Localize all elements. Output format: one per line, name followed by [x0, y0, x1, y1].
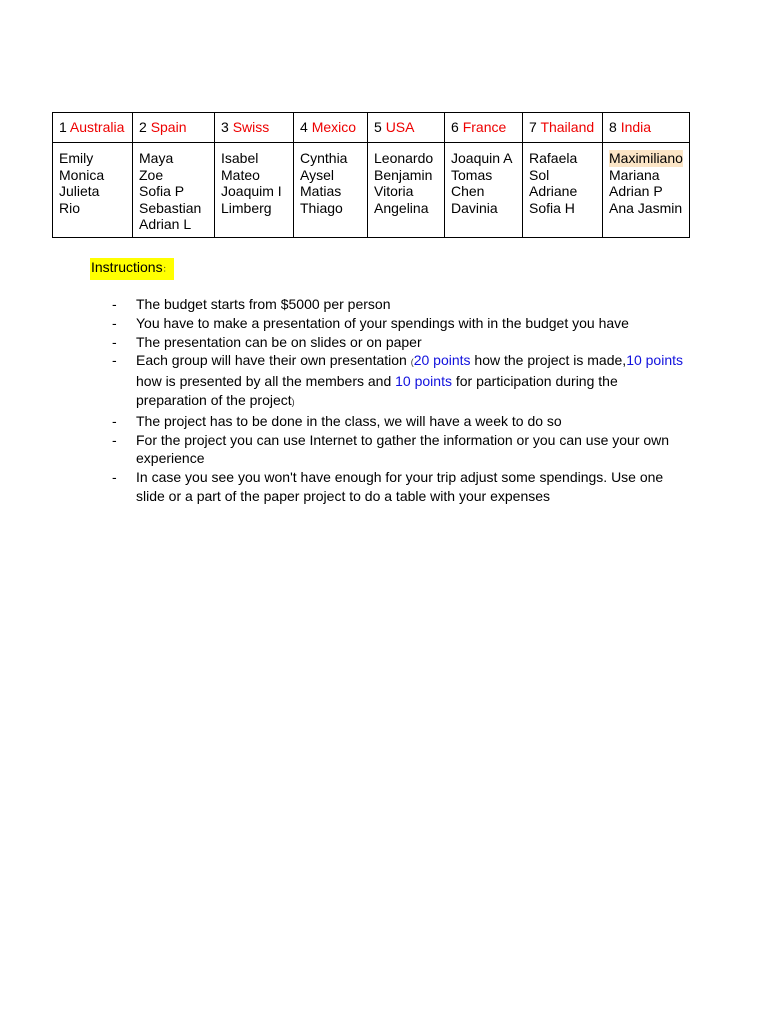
group-members	[215, 143, 294, 238]
instruction-text: The project has to be done in the class, we will have a week to do so	[136, 412, 562, 429]
group-header	[294, 113, 368, 143]
member-name: Ana Jasmin	[609, 199, 683, 216]
member-name: Joaquin A	[451, 150, 513, 166]
member-name: Isabel	[221, 150, 259, 166]
member-name: Julieta	[59, 183, 100, 199]
group-country: Swiss	[232, 119, 270, 135]
instruction-text: For the project you can use Internet to gather the information or you can use your own experience	[136, 431, 670, 467]
group-header	[523, 113, 603, 143]
group-country: USA	[385, 119, 415, 135]
instruction-item	[112, 431, 692, 469]
group-members	[53, 143, 133, 238]
group-number: 1	[59, 119, 67, 135]
instructions-label: Instructions	[91, 259, 163, 275]
group-header	[603, 113, 690, 143]
groups-table	[52, 112, 690, 238]
member-name: Tomas	[451, 166, 493, 183]
instruction-text: The budget starts from $5000 per person	[136, 296, 391, 312]
member-name: Emily	[59, 150, 94, 166]
instruction-item	[112, 468, 692, 506]
member-name: Rio	[59, 199, 81, 216]
group-header	[133, 113, 215, 143]
instruction-item	[112, 333, 692, 352]
instructions-colon: ：	[162, 264, 172, 274]
group-number: 8	[609, 119, 617, 135]
member-name: Matias	[300, 183, 342, 199]
member-name: Angelina	[374, 199, 429, 216]
table-members-row	[53, 143, 690, 238]
bullet-dash: -	[112, 296, 117, 312]
member-name: Sol	[529, 166, 550, 183]
instruction-item	[112, 412, 692, 431]
instructions-list	[112, 295, 692, 506]
instruction-text: how is presented by all the members and	[136, 373, 396, 390]
group-number: 5	[374, 119, 382, 135]
group-country: Mexico	[311, 119, 357, 135]
group-country: India	[620, 119, 652, 135]
member-name: Sofia P	[139, 183, 185, 199]
member-name: Adrian P	[609, 183, 663, 199]
group-number: 4	[300, 119, 308, 135]
group-country: Thailand	[540, 119, 595, 135]
bullet-dash: -	[112, 333, 117, 350]
member-name: Chen	[451, 183, 485, 199]
bullet-dash: -	[112, 412, 117, 429]
instruction-text: You have to make a presentation of your spendings with in the budget you have	[136, 314, 629, 331]
instruction-item	[112, 314, 692, 333]
instruction-text: how the project is made,	[470, 352, 627, 369]
group-members	[294, 143, 368, 238]
member-name: Sebastian	[139, 199, 202, 216]
group-country: France	[462, 119, 507, 135]
member-name: Vitoria	[374, 183, 414, 199]
group-members	[445, 143, 523, 238]
paren-close: )	[291, 396, 295, 407]
group-country: Spain	[150, 119, 187, 135]
member-name: Thiago	[300, 199, 343, 216]
member-name: Sofia H	[529, 199, 575, 216]
member-name: Adrian L	[139, 216, 192, 232]
table-header-row	[53, 113, 690, 143]
points-highlight: 10 points	[395, 373, 452, 390]
group-members	[603, 143, 690, 238]
group-number: 3	[221, 119, 229, 135]
instruction-text: for participation during the preparation of the project	[136, 373, 618, 408]
member-name: Leonardo	[374, 150, 434, 166]
group-header	[368, 113, 445, 143]
points-highlight: 20 points	[413, 352, 471, 369]
member-name: Adriane	[529, 183, 578, 199]
instruction-item	[112, 295, 692, 314]
member-name: Aysel	[300, 166, 334, 183]
instruction-text: Each group will have their own presentation	[136, 352, 411, 369]
member-name: Rafaela	[529, 150, 578, 166]
group-header	[53, 113, 133, 143]
instruction-item	[112, 351, 692, 411]
member-name: Cynthia	[300, 150, 348, 166]
member-name: Limberg	[221, 199, 272, 216]
paren-open: (	[410, 357, 414, 368]
member-name: Davinia	[451, 199, 498, 216]
member-name: Joaquim I	[221, 183, 282, 199]
member-name: Benjamin	[374, 166, 433, 183]
member-name: Monica	[59, 166, 105, 183]
member-name: Maya	[139, 150, 174, 166]
bullet-dash: -	[112, 352, 117, 369]
group-header	[445, 113, 523, 143]
group-number: 6	[451, 119, 459, 135]
group-members	[523, 143, 603, 238]
group-members	[133, 143, 215, 238]
points-highlight: 10 points	[626, 352, 684, 369]
member-name: Zoe	[139, 166, 164, 183]
member-name: Mariana	[609, 166, 660, 183]
group-number: 2	[139, 119, 147, 135]
instruction-text: The presentation can be on slides or on paper	[136, 333, 422, 350]
bullet-dash: -	[112, 431, 117, 448]
bullet-dash: -	[112, 469, 117, 486]
bullet-dash: -	[112, 314, 117, 331]
instruction-text: In case you see you won't have enough for your trip adjust some spendings. Use one slide or a part of the paper project to do a table with your expenses	[136, 469, 664, 504]
member-name-highlighted: Maximiliano	[609, 150, 683, 166]
group-number: 7	[529, 119, 537, 135]
member-name: Mateo	[221, 166, 260, 183]
group-country: Australia	[69, 119, 125, 135]
group-members	[368, 143, 445, 238]
group-header	[215, 113, 294, 143]
instructions-heading	[90, 258, 174, 280]
